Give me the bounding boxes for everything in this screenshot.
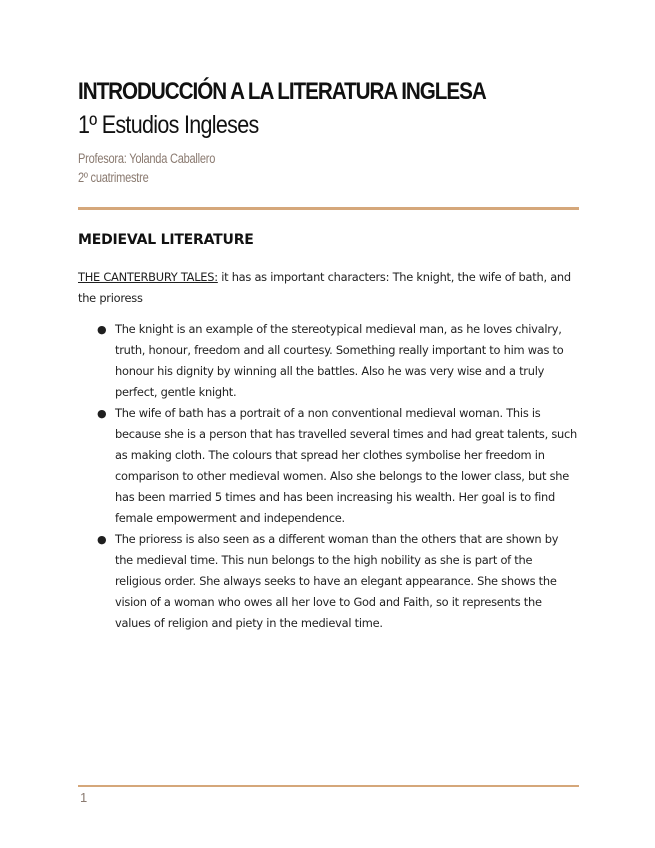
- list-item-text: The knight is an example of the stereotypical medieval man, as he loves chivalry, truth, honour, freedom and all courtesy. Something really important to him was to honour his dignity by winning all the battles. Also he was very wise and a truly perfect, gentle knight.: [115, 322, 564, 399]
- term-line: 2º cuatrimestre: [78, 170, 149, 185]
- footer-divider: [78, 785, 579, 787]
- intro-text: it has as important characters: The knight, the wife of bath, and the prioress: [78, 270, 571, 305]
- section-heading: MEDIEVAL LITERATURE: [78, 232, 254, 248]
- list-item-text: The prioress is also seen as a different woman than the others that are shown by the medieval time. This nun belongs to the high nobility as she is part of the religious order. She always seeks to have an elegant appearance. She shows the vision of a woman who owes all her love to God and Faith, so it represents the values of religion and piety in the medieval time.: [115, 532, 559, 630]
- teacher-line: Profesora: Yolanda Caballero: [78, 151, 216, 166]
- list-item: [78, 403, 579, 529]
- list-item: [78, 319, 579, 403]
- header-divider: [78, 207, 579, 210]
- bullet-icon: ●: [97, 407, 107, 420]
- bullet-icon: ●: [97, 533, 107, 546]
- intro-label: THE CANTERBURY TALES:: [78, 270, 218, 284]
- document-subtitle: 1º Estudios Ingleses: [78, 111, 259, 139]
- list-item: [78, 529, 579, 634]
- document-page: [78, 0, 579, 848]
- list-item-text: The wife of bath has a portrait of a non conventional medieval woman. This is because she is a person that has travelled several times and had great talents, such as making cloth. The colours that spread her clothes symbolise her freedom in comparison to other medieval women. Also she belongs to the lower class, but she has been married 5 times and has been increasing his wealth. Her goal is to find female empowerment and independence.: [115, 406, 577, 525]
- intro-paragraph: [78, 267, 579, 309]
- page-number: 1: [80, 790, 88, 805]
- character-list: [78, 319, 579, 634]
- bullet-icon: ●: [97, 323, 107, 336]
- document-title: INTRODUCCIÓN A LA LITERATURA INGLESA: [78, 78, 486, 105]
